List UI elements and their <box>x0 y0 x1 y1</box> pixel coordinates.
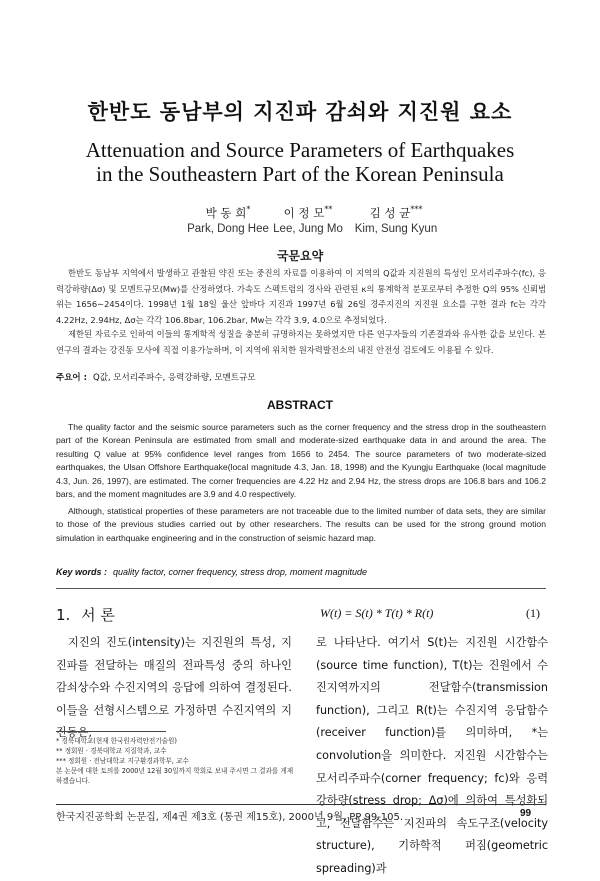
keywords-english-list: quality factor, corner frequency, stress drop, moment magnitude <box>113 567 367 577</box>
body-left-column: 지진의 진도(intensity)는 지진원의 특성, 지진파를 전달하는 매질의 전파특성 중의 하나인 감쇠상수와 수진지역의 응답에 의하여 결정된다. 이들을 선형시스템으로 가정하면 수진지역의 지진동은, <box>56 636 292 740</box>
author-1-mark: * <box>246 205 251 214</box>
equation: W(t) = S(t) * T(t) * R(t) <box>320 606 434 620</box>
abstract-english-paragraph-2: Although, statistical properties of these parameters are not traceable due to the limited number of data sets, they are similar to those of the previous studies carried out by other researchers. The results can be used for the strong ground motion simulation in earthquake engineering and in the construction of seismic hazard map. <box>56 506 546 543</box>
section-heading <box>56 604 115 625</box>
footer-divider <box>56 804 546 805</box>
author-1-english: Park, Dong Hee <box>187 222 269 235</box>
keywords-korean-list: Q값, 모서리주파수, 응력강하량, 모멘트규모 <box>93 373 256 383</box>
abstract-korean-paragraph-2: 제한된 자료수로 인하여 이들의 통계학적 성질을 충분히 규명하지는 못하였지만 다른 연구자들의 기존결과와 유사한 값을 보인다. 본 연구의 결과는 강진동 모사에 직접 이용가능하며, 이 지역에 위치한 원자력발전소의 내진 안전성 검토에도 이용될 수 있다. <box>56 329 546 355</box>
author-2-mark: ** <box>324 205 333 214</box>
keywords-english <box>56 567 367 577</box>
keywords-korean-label: 주요어 : <box>56 373 87 383</box>
author-3-mark: *** <box>410 205 423 214</box>
abstract-english-paragraph-1: The quality factor and the seismic source parameters such as the corner frequency and the stress drop in the southeastern part of the Korean Peninsula are estimated from small and moderate-sized earthquake data in and around the area. The resulting Q value at 95% confidence level ranges from 1656 to 2454. The source parameters of two moderate-sized earthquakes, the Ulsan Offshore Earthquake(local magnitude 4.3, Jan. 18, 1998) and the Kyungju Earthquake (local magnitude 4.3, Jun. 26, 1997), are estimated. The corner frequencies are 4.22 Hz and 2.94 Hz, the stress drops are 106.8 bars and 106.2 bars, and the moment magnitudes are 3.9 and 4.0 respectively. <box>56 422 546 500</box>
footnote-2: ** 정회원 · 경북대학교 지질학과, 교수 <box>56 747 167 755</box>
divider-top <box>56 588 546 589</box>
title-korean: 한반도 동남부의 지진파 감쇠와 지진원 요소 <box>87 99 513 124</box>
section-title: 서 론 <box>81 606 115 624</box>
abstract-english-heading: ABSTRACT <box>267 398 333 412</box>
body-right-column: 로 나타난다. 여기서 S(t)는 지진원 시간함수(source time function), T(t)는 진원에서 수진지역까지의 전달함수(transmission function), 그리고 R(t)는 수진지역 응답함수(receiver function)를 의미하며, *는 convolution을 의미한다. 지진원 시간함수는 모서리주파수(corner frequency; fc)와 응력강하량(stress drop; Δσ)에 의하여 특성화되고, 전달함수는 지진파의 속도구조(velocity structure), 기하학적 퍼짐(geometric spreading)과 <box>316 636 548 875</box>
footnote-3: *** 정회원 · 전남대학교 지구환경과학부, 교수 <box>56 757 189 765</box>
author-3 <box>326 202 466 237</box>
author-2-english: Lee, Jung Mo <box>273 222 343 235</box>
equation-number: (1) <box>526 606 540 620</box>
section-number: 1. <box>56 606 71 624</box>
page-number: 99 <box>520 808 532 819</box>
footnotes <box>56 736 296 786</box>
author-3-english: Kim, Sung Kyun <box>354 222 438 235</box>
author-1-korean: 박 동 희 <box>205 205 247 220</box>
abstract-korean-paragraph-1: 한반도 동남부 지역에서 발생하고 관찰된 약진 또는 중진의 자료를 이용하여 이 지역의 Q값과 지진원의 특성인 모서리주파수(fc), 응력강하량(Δσ) 및 모멘트규모(Mw)를 산정하였다. 가속도 스펙트럼의 경사와 관련된 κ의 통계학적 분포로부터 추정한 Q의 95% 신뢰범위는 1656∼2454이다. 1998년 1월 18일 울산 앞바다 지진과 1997년 6월 26일 경주지진의 지진원 요소를 구한 결과 fc는 각각 4.22Hz, 2.94Hz, Δσ는 각각 106.8bar, 106.2bar, Mw는 각각 3.9, 4.0으로 추정되었다. <box>56 268 546 325</box>
footer-citation: 한국지진공학회 논문집, 제4권 제3호 (통권 제15호), 2000년 9월, PP 99-105. <box>56 812 404 823</box>
title-english-line1: Attenuation and Source Parameters of Earthquakes <box>85 138 515 162</box>
keywords-english-label: Key words : <box>56 567 108 577</box>
title-english-line2: in the Southeastern Part of the Korean Peninsula <box>96 162 504 186</box>
abstract-korean-heading: 국문요약 <box>276 249 324 263</box>
footnote-4: 본 논문에 대한 토의를 2000년 12월 30일까지 학회로 보내 주시면 그 결과를 게재하겠습니다. <box>56 767 294 785</box>
footnote-divider <box>56 731 166 732</box>
keywords-korean <box>56 371 256 383</box>
author-3-korean: 김 성 균 <box>369 205 411 220</box>
author-2-korean: 이 정 모 <box>283 205 325 220</box>
footnote-1: * 경북대학교(현재 한국원자력안전기술원) <box>56 737 177 745</box>
